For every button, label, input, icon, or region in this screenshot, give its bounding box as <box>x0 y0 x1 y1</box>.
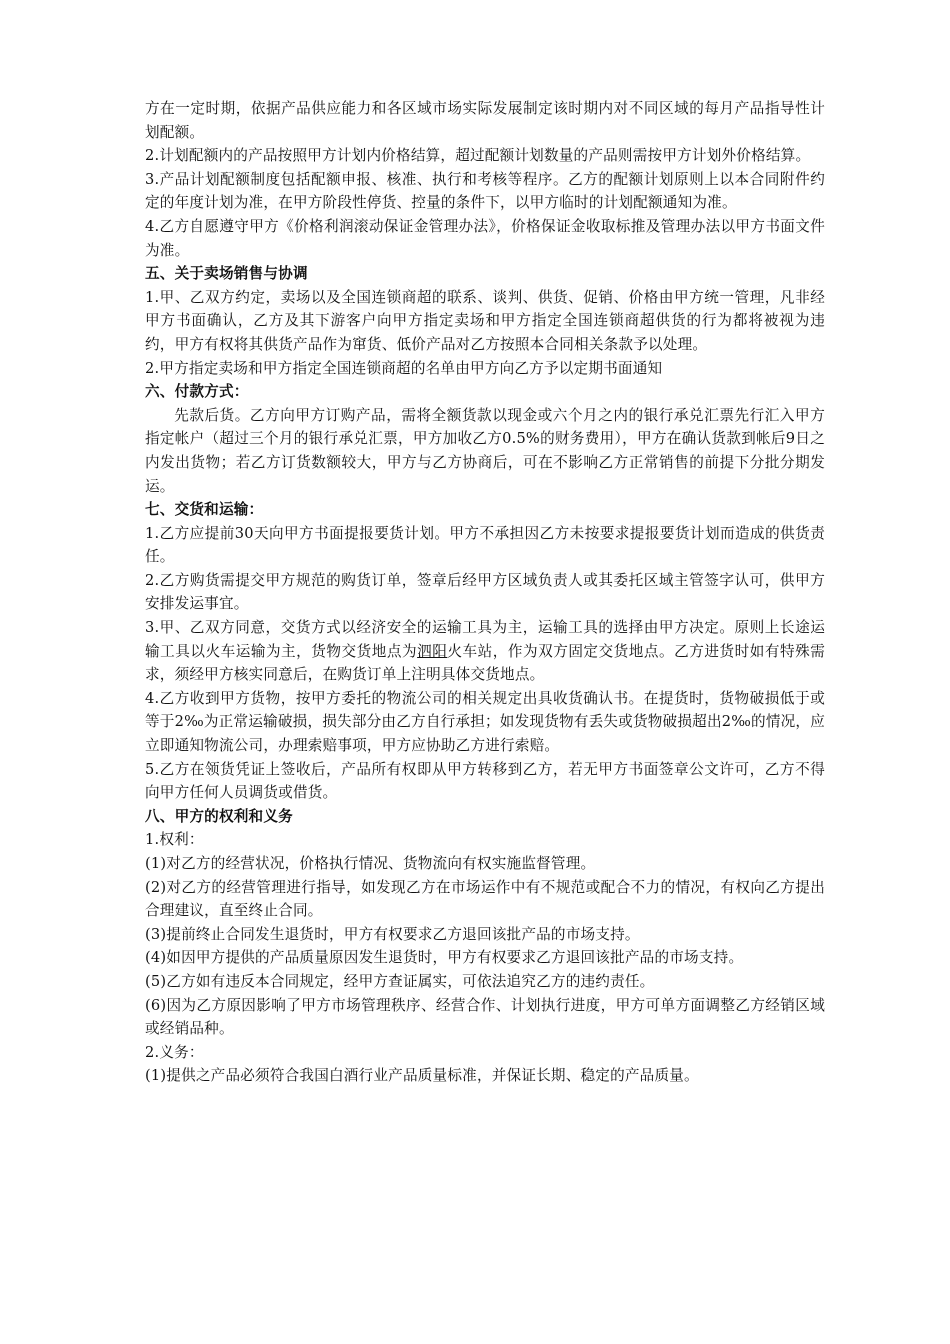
paragraph: (1)提供之产品必须符合我国白酒行业产品质量标准，并保证长期、稳定的产品质量。 <box>145 1067 699 1085</box>
paragraph: 2.乙方购货需提交甲方规范的购货订单，签章后经甲方区域负责人或其委托区域主管签字认可，供甲方安排发运事宜。 <box>145 571 825 613</box>
paragraph: 5.乙方在领货凭证上签收后，产品所有权即从甲方转移到乙方，若无甲方书面签章公文许可，乙方不得向甲方任何人员调货或借货。 <box>145 760 825 802</box>
paragraph: (1)对乙方的经营状况，价格执行情况、货物流向有权实施监督管理。 <box>145 855 596 872</box>
section-heading-8: 八、甲方的权利和义务 <box>145 807 293 825</box>
paragraph: 3.产品计划配额制度包括配额申报、核准、执行和考核等程序。乙方的配额计划原则上以本合同附件约定的年度计划为准，在甲方阶段性停货、控量的条件下，以甲方临时的计划配额通知为准。 <box>145 170 825 212</box>
paragraph: 2.甲方指定卖场和甲方指定全国连锁商超的名单由甲方向乙方予以定期书面通知 <box>145 359 663 377</box>
underlined-place-name: 泗阳 <box>417 642 448 660</box>
paragraph: 方在一定时期，依据产品供应能力和各区域市场实际发展制定该时期内对不同区域的每月产品指导性计划配额。 <box>145 100 825 141</box>
text-run: 3.甲、乙双方同意，交货方式以经济安全的运输工具为主，运输工具的选择由甲方决定。原则上长途运输工具以火车运输为主，货物交货地点为 <box>145 619 825 660</box>
paragraph: (3)提前终止合同发生退货时，甲方有权要求乙方退回该批产品的市场支持。 <box>145 925 640 943</box>
text-run: 火车站，作为双方固定交货地点。乙方进货时如有特殊需求，须经甲方核实同意后，在购货订单上注明具体交货地点。 <box>145 642 825 684</box>
paragraph: (4)如因甲方提供的产品质量原因发生退货时，甲方有权要求乙方退回该批产品的市场支持。 <box>145 949 744 967</box>
paragraph: 2.计划配额内的产品按照甲方计划内价格结算，超过配额计划数量的产品则需按甲方计划外价格结算。 <box>145 147 811 165</box>
paragraph: 4.乙方收到甲方货物，按甲方委托的物流公司的相关规定出具收货确认书。在提货时，货物破损低于或等于2‰为正常运输破损，损失部分由乙方自行承担；如发现货物有丢失或货物破损超出2‰的情况，应立即通知物流公司，办理索赔事项，甲方应协助乙方进行索赔。 <box>145 689 825 755</box>
section-heading-7: 七、交货和运输： <box>145 501 264 519</box>
paragraph <box>145 616 825 687</box>
paragraph: 1.甲、乙双方约定，卖场以及全国连锁商超的联系、谈判、供货、促销、价格由甲方统一管理，凡非经甲方书面确认，乙方及其下游客户向甲方指定卖场和甲方指定全国连锁商超供货的行为都将被视为违约，甲方有权将其供货产品作为窜货、低价产品对乙方按照本合同相关条款予以处理。 <box>145 288 825 353</box>
paragraph: 1.权利： <box>145 831 204 849</box>
paragraph: (6)因为乙方原因影响了甲方市场管理秩序、经营合作、计划执行进度，甲方可单方面调整乙方经销区域或经销品种。 <box>145 996 825 1038</box>
paragraph: 1.乙方应提前30天向甲方书面提报要货计划。甲方不承担因乙方未按要求提报要货计划而造成的供货责任。 <box>145 524 825 566</box>
paragraph: 4.乙方自愿遵守甲方《价格利润滚动保证金管理办法》，价格保证金收取标推及管理办法以甲方书面文件为准。 <box>145 217 825 259</box>
section-heading-5: 五、关于卖场销售与协调 <box>145 265 308 283</box>
paragraph: 2.义务： <box>145 1043 204 1061</box>
document-page <box>145 97 825 1088</box>
section-heading-6: 六、付款方式： <box>145 383 249 401</box>
paragraph: (5)乙方如有违反本合同规定，经甲方查证属实，可依法追究乙方的违约责任。 <box>145 972 655 990</box>
paragraph: (2)对乙方的经营管理进行指导，如发现乙方在市场运作中有不规范或配合不力的情况，有权向乙方提出合理建议，直至终止合同。 <box>145 878 825 920</box>
paragraph: 先款后货。乙方向甲方订购产品，需将全额货款以现金或六个月之内的银行承兑汇票先行汇入甲方指定帐户（超过三个月的银行承兑汇票，甲方加收乙方0.5%的财务费用），甲方在确认货款到帐后9日之内发出货物；若乙方订货数额较大，甲方与乙方协商后，可在不影响乙方正常销售的前提下分批分期发运。 <box>145 406 825 495</box>
